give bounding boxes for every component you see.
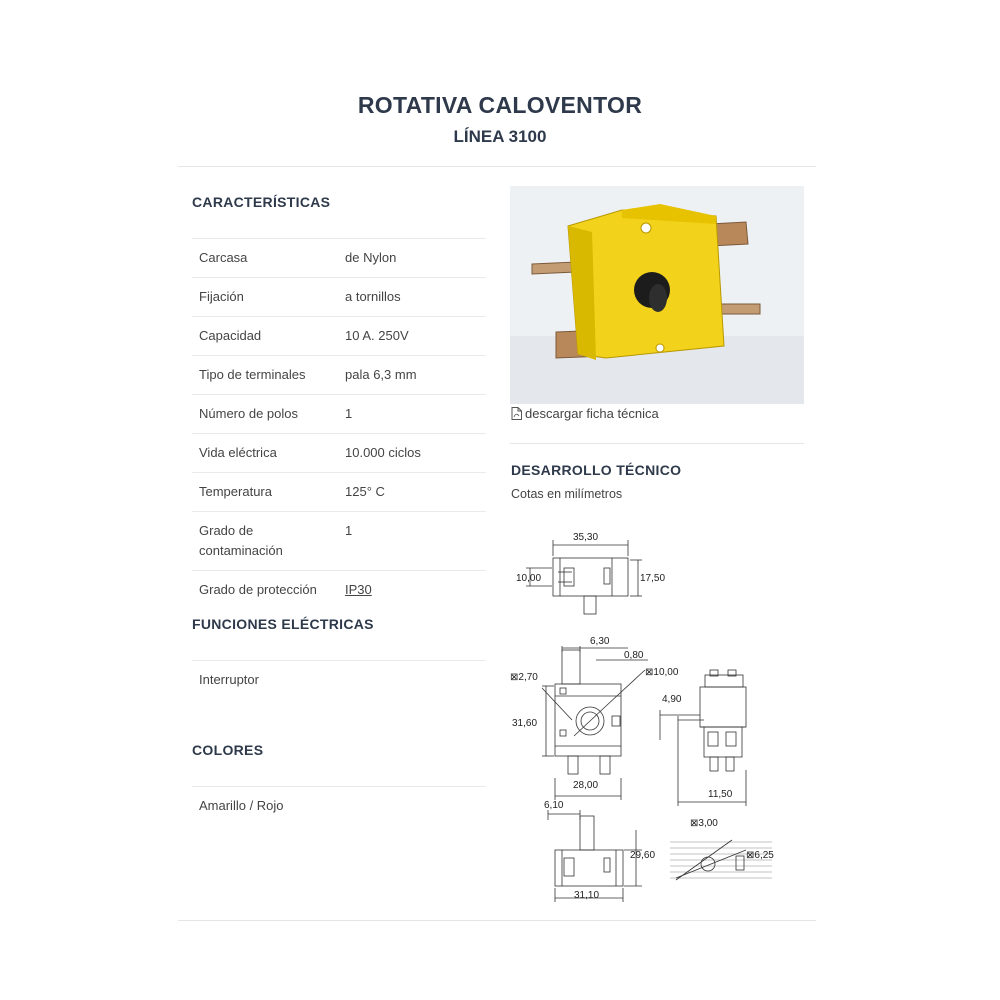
dim-17-50: 17,50 bbox=[640, 573, 666, 584]
spec-value: de Nylon bbox=[345, 250, 397, 265]
download-label[interactable]: descargar ficha técnica bbox=[525, 406, 659, 421]
spec-value: 125° C bbox=[345, 484, 385, 499]
colors-value: Amarillo / Rojo bbox=[192, 786, 486, 816]
spec-row bbox=[192, 238, 486, 277]
dim-6-30: 6,30 bbox=[590, 636, 610, 647]
spec-value[interactable]: IP30 bbox=[345, 582, 372, 597]
electrical-function-value: Interruptor bbox=[192, 660, 486, 690]
spec-value: 10 A. 250V bbox=[345, 328, 409, 343]
spec-key: Grado de contaminación bbox=[199, 523, 283, 558]
dim-35-30: 35,30 bbox=[573, 532, 599, 543]
spec-row bbox=[192, 277, 486, 316]
right-divider bbox=[510, 443, 804, 444]
page-title: ROTATIVA CALOVENTOR bbox=[357, 92, 643, 118]
spec-key: Número de polos bbox=[199, 406, 298, 421]
dim-6-25: ⊠6,25 bbox=[746, 850, 774, 861]
colors-heading: COLORES bbox=[192, 742, 264, 758]
dim-11-50: 11,50 bbox=[708, 789, 733, 800]
pdf-file-icon bbox=[511, 407, 522, 420]
spec-key: Tipo de terminales bbox=[199, 367, 306, 382]
dim-29-60: 29,60 bbox=[630, 850, 656, 861]
page-subtitle: LÍNEA 3100 bbox=[453, 127, 547, 146]
spec-key: Carcasa bbox=[199, 250, 248, 265]
spec-key: Grado de protección bbox=[199, 582, 317, 597]
dim-6-10: 6,10 bbox=[544, 800, 564, 811]
technical-heading: DESARROLLO TÉCNICO bbox=[511, 462, 682, 478]
header-divider bbox=[178, 166, 816, 167]
units-note: Cotas en milímetros bbox=[511, 487, 623, 501]
technical-drawing bbox=[500, 520, 800, 920]
spec-row bbox=[192, 511, 486, 570]
spec-row bbox=[192, 433, 486, 472]
characteristics-heading: CARACTERÍSTICAS bbox=[192, 194, 331, 210]
download-datasheet-link[interactable] bbox=[511, 406, 659, 421]
dim-10-00-diam: ⊠10,00 bbox=[645, 667, 679, 678]
product-photo bbox=[510, 186, 804, 404]
dim-31-60: 31,60 bbox=[512, 718, 538, 729]
spec-value: pala 6,3 mm bbox=[345, 367, 417, 382]
electrical-functions-heading: FUNCIONES ELÉCTRICAS bbox=[192, 616, 374, 632]
dim-4-90: 4,90 bbox=[662, 694, 682, 705]
spec-row bbox=[192, 394, 486, 433]
spec-value: 1 bbox=[345, 406, 353, 421]
dim-10-00: 10,00 bbox=[516, 573, 542, 584]
dim-3-00: ⊠3,00 bbox=[690, 818, 718, 829]
spec-value: a tornillos bbox=[345, 289, 401, 304]
characteristics-table bbox=[192, 238, 486, 609]
spec-row bbox=[192, 570, 486, 609]
spec-row bbox=[192, 472, 486, 511]
dim-28-00: 28,00 bbox=[573, 780, 599, 791]
dim-0-80: 0,80 bbox=[624, 650, 644, 661]
spec-key: Vida eléctrica bbox=[199, 445, 277, 460]
spec-key: Fijación bbox=[199, 289, 244, 304]
spec-key: Capacidad bbox=[199, 328, 262, 343]
spec-row bbox=[192, 355, 486, 394]
dim-31-10: 31,10 bbox=[574, 890, 600, 901]
spec-value: 1 bbox=[345, 523, 353, 538]
spec-row bbox=[192, 316, 486, 355]
footer-divider bbox=[178, 920, 816, 921]
spec-key: Temperatura bbox=[199, 484, 272, 499]
dim-2-70: ⊠2,70 bbox=[510, 672, 538, 683]
spec-value: 10.000 ciclos bbox=[345, 445, 421, 460]
